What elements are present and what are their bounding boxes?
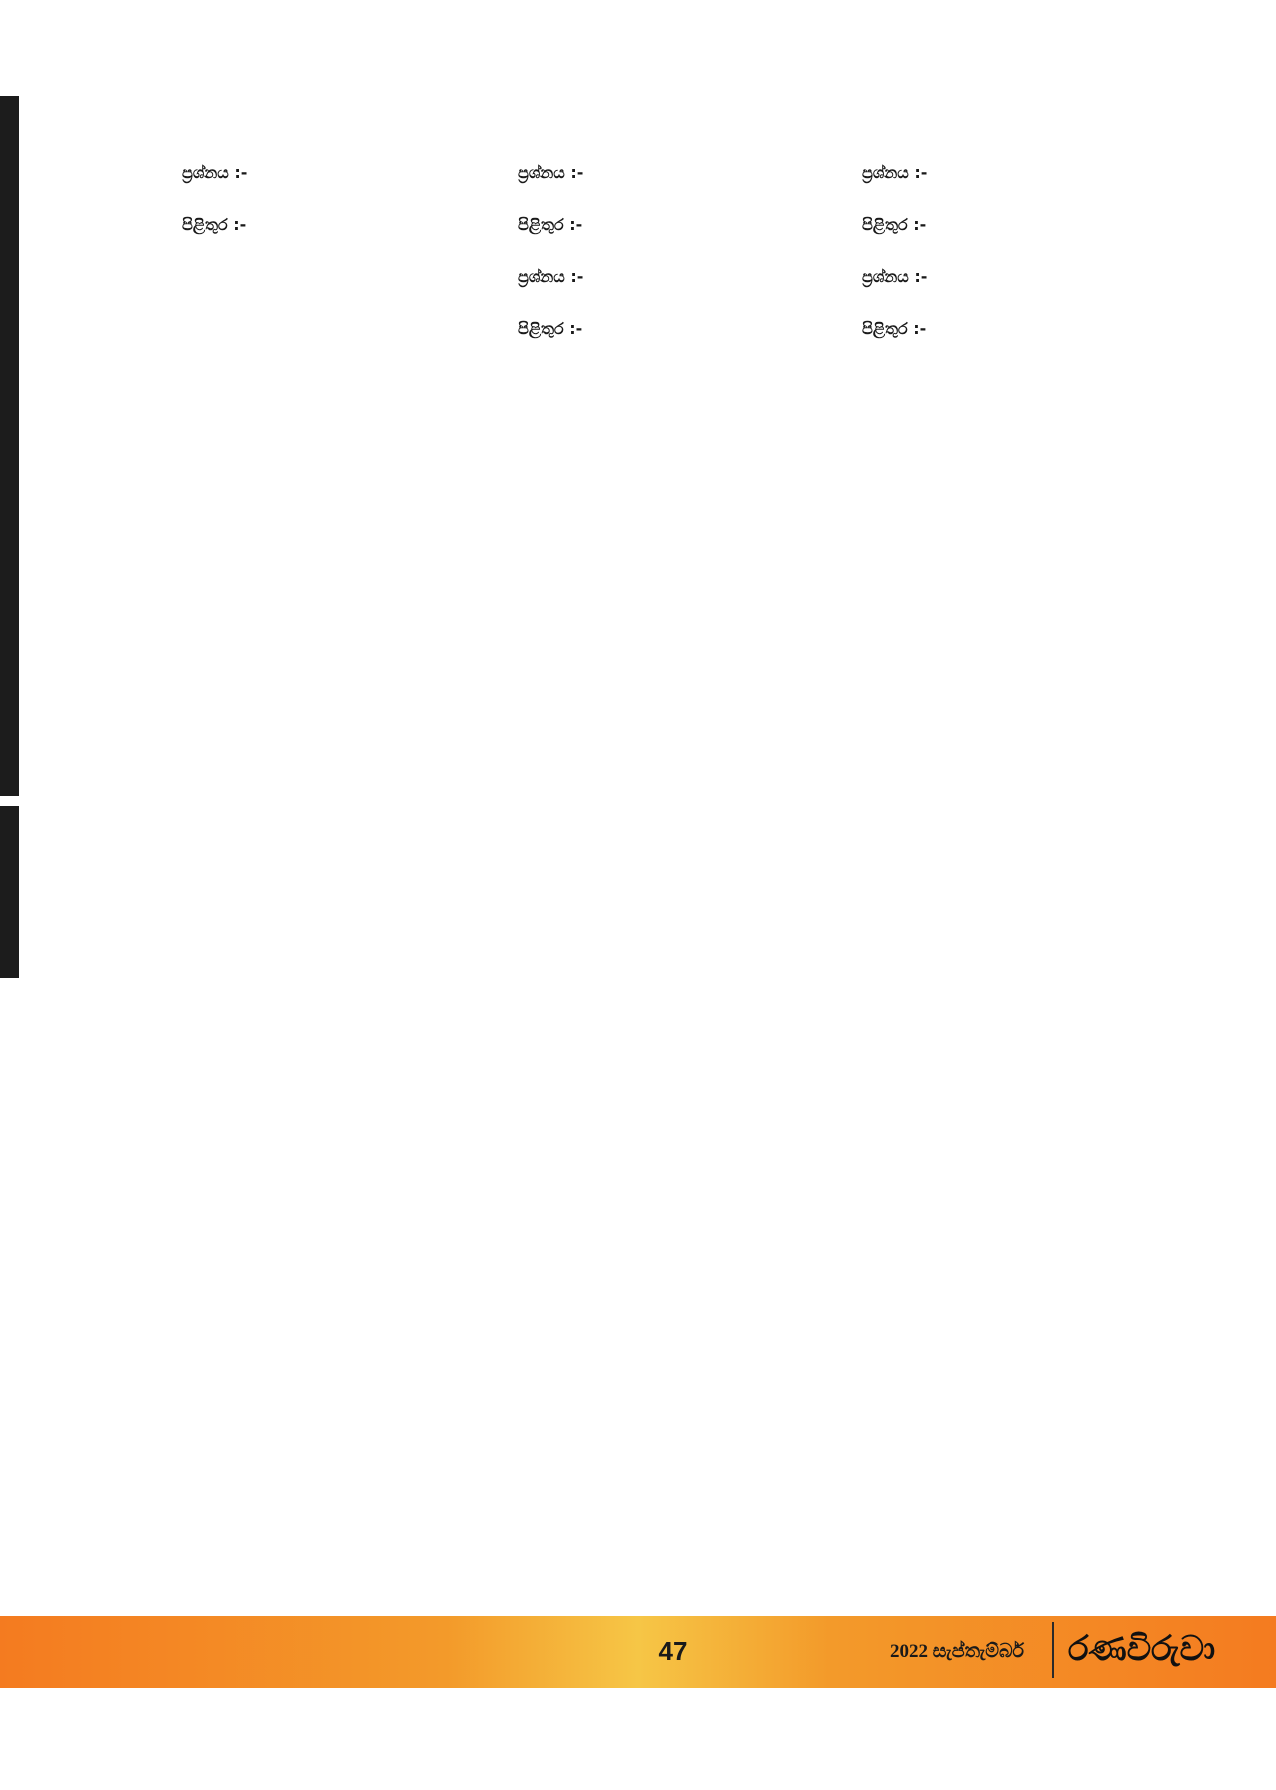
answer-block xyxy=(518,316,816,342)
answer-block xyxy=(862,212,1158,238)
question-block xyxy=(518,160,816,186)
question-block xyxy=(518,264,816,290)
article-columns xyxy=(0,134,1276,1622)
answer-label: පිළිතුර :- xyxy=(862,319,927,338)
answer-label: පිළිතුර :- xyxy=(518,215,583,234)
question-label: ප්‍රශ්නය :- xyxy=(862,163,928,182)
question-label: ප්‍රශ්නය :- xyxy=(518,267,584,286)
answer-block xyxy=(182,212,488,238)
article-column-1 xyxy=(182,134,488,264)
answer-block xyxy=(518,212,816,238)
masthead-logo: රණවිරුවා xyxy=(1052,1622,1224,1678)
question-block xyxy=(862,264,1158,290)
question-label: ප්‍රශ්නය :- xyxy=(862,267,928,286)
article-column-2 xyxy=(518,134,816,368)
question-label: ප්‍රශ්නය :- xyxy=(182,163,248,182)
issue-date: 2022 සැප්තැම්බර් xyxy=(890,1641,1025,1662)
question-label: ප්‍රශ්නය :- xyxy=(518,163,584,182)
answer-block xyxy=(862,316,1158,342)
answer-label: පිළිතුර :- xyxy=(518,319,583,338)
question-block xyxy=(862,160,1158,186)
answer-label: පිළිතුර :- xyxy=(182,215,247,234)
answer-label: පිළිතුර :- xyxy=(862,215,927,234)
article-column-3 xyxy=(862,134,1158,368)
page-number: 47 xyxy=(658,1636,688,1666)
question-block xyxy=(182,160,488,186)
